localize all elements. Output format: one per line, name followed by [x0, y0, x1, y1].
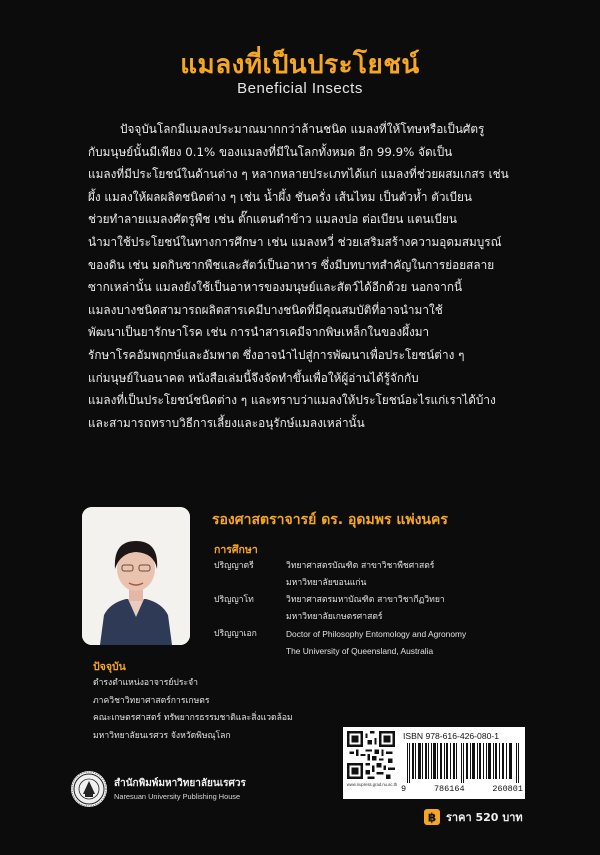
- degree-detail: The University of Queensland, Australia: [286, 646, 434, 656]
- education-row: [214, 626, 514, 660]
- synopsis-line: นำมาใช้ประโยชน์ในทางการศึกษา เช่น แมลงหวี่ ช่วยเสริมสร้างความอุดมสมบูรณ์: [88, 234, 502, 249]
- synopsis-line: รักษาโรคอัมพฤกษ์และอัมพาต ซึ่งอาจนำไปสู่การพัฒนาเพื่อประโยชน์ต่าง ๆ: [88, 347, 465, 362]
- publisher: [70, 770, 246, 808]
- education-row: [214, 558, 514, 592]
- synopsis-line: ผึ้ง แมลงให้ผลผลิตชนิดต่าง ๆ เช่น น้ำผึ้ง ชันครั่ง เส้นไหม เป็นตัวห้ำ ตัวเบียน: [88, 189, 472, 204]
- synopsis-line: ซากเหล่านั้น แมลงยังใช้เป็นอาหารของมนุษย์และสัตว์ได้อีกด้วย นอกจากนี้: [88, 280, 463, 295]
- degree-level: ปริญญาเอก: [214, 629, 257, 639]
- degree-detail: วิทยาศาสตรบัณฑิต สาขาวิชาพืชศาสตร์: [286, 561, 435, 571]
- current-position-line: ภาควิชาวิทยาศาสตร์การเกษตร: [93, 695, 210, 706]
- degree-detail: มหาวิทยาลัยเกษตรศาสตร์: [286, 612, 383, 622]
- degree-detail: มหาวิทยาลัยขอนแก่น: [286, 578, 367, 588]
- barcode-digit-group: 9: [401, 784, 407, 794]
- svg-text:฿: ฿: [427, 810, 437, 825]
- publisher-name-thai: สำนักพิมพ์มหาวิทยาลัยนเรศวร: [114, 777, 246, 789]
- baht-coin-icon: [424, 809, 440, 825]
- degree-level: ปริญญาโท: [214, 595, 254, 605]
- price-tag: [424, 808, 523, 826]
- degree-detail: วิทยาศาสตรมหาบัณฑิต สาขาวิชากีฏวิทยา: [286, 595, 445, 605]
- synopsis-line: พัฒนาเป็นยารักษาโรค เช่น การนำสารเคมีจากพิษเหล็กในของผึ้งมา: [88, 325, 430, 340]
- barcode-digits: [401, 784, 523, 794]
- current-position-line: มหาวิทยาลัยนเรศวร จังหวัดพิษณุโลก: [93, 730, 231, 741]
- degree-details: [286, 626, 466, 660]
- current-position-list: [93, 675, 293, 745]
- price-text: ราคา 520 บาท: [446, 811, 523, 824]
- barcode-digit-group: 786164: [433, 784, 465, 794]
- book-title-english: Beneficial Insects: [237, 80, 363, 97]
- university-seal-icon: [70, 770, 108, 808]
- synopsis-line: ปัจจุบันโลกมีแมลงประมาณมากกว่าล้านชนิด แมลงที่ให้โทษหรือเป็นศัตรู: [120, 122, 485, 136]
- synopsis-line: ของดิน เช่น มดกินซากพืชและสัตว์เป็นอาหาร ซึ่งมีบทบาทสำคัญในการย่อยสลาย: [88, 257, 495, 272]
- degree-details: [286, 558, 434, 592]
- education-row: [214, 592, 514, 626]
- synopsis-line: แมลงที่เป็นประโยชน์ชนิดต่าง ๆ และทราบว่าแมลงให้ประโยชน์อะไรแก่เราได้บ้าง: [88, 393, 496, 408]
- synopsis-line: ช่วยทำลายแมลงศัตรูพืช เช่น ตั๊กแตนตำข้าว แมลงปอ ต่อเบียน แตนเบียน: [88, 212, 457, 227]
- synopsis-line: กับมนุษย์นั้นมีเพียง 0.1% ของแมลงที่มีในโลกทั้งหมด อีก 99.9% จัดเป็น: [88, 144, 453, 159]
- publisher-name-english: Naresuan University Publishing House: [114, 791, 241, 801]
- synopsis-line: แมลงบางชนิดสามารถผลิตสารเคมีบางชนิดที่มีคุณสมบัติที่อาจนำมาใช้: [88, 302, 443, 317]
- degree-detail: Doctor of Philosophy Entomology and Agronomy: [286, 629, 467, 639]
- qr-code-icon: [347, 731, 395, 779]
- education-heading: การศึกษา: [214, 544, 258, 556]
- barcode-digit-group: 260801: [492, 784, 523, 794]
- synopsis: [88, 118, 518, 434]
- isbn-number: ISBN 978-616-426-080-1: [403, 731, 500, 741]
- qr-url: www.nupress.grad.nu.ac.th: [346, 782, 398, 787]
- isbn-barcode-box: [343, 727, 525, 799]
- degree-level: ปริญญาตรี: [214, 561, 254, 571]
- education-list: [214, 558, 514, 660]
- degree-details: [286, 592, 445, 626]
- author-name: รองศาสตราจารย์ ดร. อุดมพร แพ่งนคร: [212, 512, 448, 528]
- current-position-line: ดำรงตำแหน่งอาจารย์ประจำ: [93, 678, 198, 688]
- book-title-thai: แมลงที่เป็นประโยชน์: [180, 50, 420, 80]
- synopsis-line: แก่มนุษย์ในอนาคต หนังสือเล่มนี้จึงจัดทำขึ้นเพื่อให้ผู้อ่านได้รู้จักกับ: [88, 370, 419, 385]
- current-position-heading: ปัจจุบัน: [93, 661, 126, 673]
- author-photo: [82, 507, 190, 645]
- synopsis-line: และสามารถทราบวิธีการเลี้ยงและอนุรักษ์แมลงเหล่านั้น: [88, 415, 365, 430]
- synopsis-line: แมลงที่มีประโยชน์ในด้านต่าง ๆ หลากหลายประเภทได้แก่ แมลงที่ช่วยผสมเกสร เช่น: [88, 167, 509, 182]
- barcode-icon: [407, 743, 519, 783]
- current-position-line: คณะเกษตรศาสตร์ ทรัพยากรธรรมชาติและสิ่งแวดล้อม: [93, 713, 293, 723]
